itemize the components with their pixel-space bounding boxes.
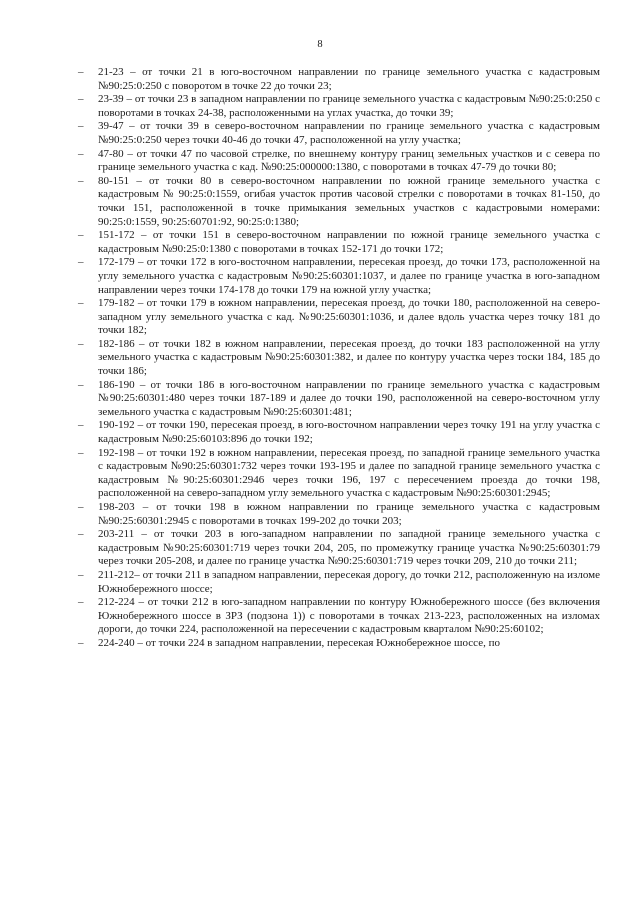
list-item-text: 190-192 – от точки 190, пересекая проезд, в юго-восточном направлении через точку 191 на углу участка с кадастровым №90:25:60103:896 до точки 192; bbox=[98, 419, 600, 446]
boundary-description-list bbox=[78, 66, 600, 651]
list-item-text: 182-186 – от точки 182 в южном направлении, пересекая проезд, до точки 183 расположенной на углу земельного участка с кадастровым №90:25:60301:382, и далее по контуру участка через тоски 184, 185 до точки 186; bbox=[98, 337, 600, 378]
list-item-text: 198-203 – от точки 198 в южном направлении по границе земельного участка с кадастровым №90:25:60301:2945 с поворотами в точках 199-202 до точки 203; bbox=[98, 501, 600, 527]
list-item bbox=[78, 501, 600, 528]
list-item bbox=[78, 229, 600, 256]
list-item-text: 172-179 – от точки 172 в юго-восточном направлении, пересекая проезд, до точки 173, расположенной на углу земельного участка с кадастровым №90:25:60301:1037, и далее по границе участка в юго-западном направлении через точки 174-178 до точки 179 на южной углу участка; bbox=[98, 256, 600, 296]
list-dash: – bbox=[78, 147, 84, 160]
list-item-text: 186-190 – от точки 186 в юго-восточном направлении по границе земельного участка с кадастровым №90:25:60301:480 через точки 187-189 и далее до точки 190, расположенной на северо-восточном углу земельного участка с кадастровым №90:25:60301:481; bbox=[98, 378, 600, 418]
list-item-text: 39-47 – от точки 39 в северо-восточном направлении по границе земельного участка с кадастровым №90:25:0:250 через точки 40-46 до точки 47, расположенной на углу участка; bbox=[98, 120, 600, 146]
list-item bbox=[78, 93, 600, 120]
list-item bbox=[78, 419, 600, 446]
list-item bbox=[78, 66, 600, 93]
list-item bbox=[78, 379, 600, 420]
list-item-text: 21-23 – от точки 21 в юго-восточном направлении по границе земельного участка с кадастровым №90:25:0:250 с поворотом в точке 22 до точки 23; bbox=[98, 66, 600, 92]
list-item bbox=[78, 120, 600, 147]
list-item-text: 47-80 – от точки 47 по часовой стрелке, по внешнему контуру границ земельных участков и с севера по границе земельного участка с кад. №90:25:000000:1380, с поворотами в точках 47-79 до точки 80; bbox=[98, 147, 600, 174]
list-item-text: 151-172 – от точки 151 в северо-восточном направлении по южной границе земельного участка с кадастровым №90:25:0:1380 с поворотами в точках 152-171 до точки 172; bbox=[98, 229, 600, 255]
list-item-text: 212-224 – от точки 212 в юго-западном направлении по контуру Южнобережного шоссе (без включения Южнобережного шоссе в ЗРЗ (подзона 1)) с поворотами в точках 213-223, расположенных на изломах дороги, до точки 224, расположенной на пересечении с кадастровым кварталом №90:25:60102; bbox=[98, 596, 600, 636]
list-item bbox=[78, 175, 600, 229]
list-item-text: 179-182 – от точки 179 в южном направлении, пересекая проезд, до точки 180, расположенной на северо-западном углу земельного участка с кад. №90:25:60301:1036, и далее вдоль участка через точку 181 до точки 182; bbox=[98, 297, 600, 337]
list-dash: – bbox=[78, 93, 84, 106]
list-item-text: 23-39 – от точки 23 в западном направлении по границе земельного участка с кадастровым №90:25:0:250 с поворотами в точках 24-38, расположенными на углах участка, до точки 39; bbox=[98, 93, 600, 119]
list-dash: – bbox=[78, 419, 84, 432]
list-dash: – bbox=[78, 337, 84, 350]
list-item bbox=[78, 569, 600, 596]
list-item-text: 192-198 – от точки 192 в южном направлении, пересекая проезд, по западной границе земельного участка с кадастровым №90:25:60301:732 через точки 193-195 и далее по западной границе земельного участка с кадастровым №90:25:60301:2946 через точки 196, 197 с пересечением проезда до точки 198, расположенной на северо-западном углу земельного участка с кадастровым №90:25:60301:2945; bbox=[98, 446, 600, 500]
list-item-text: 80-151 – от точки 80 в северо-восточном направлении по южной границе земельного участка с кадастровым № 90:25:0:1559, огибая участок против часовой стрелки с поворотами в точках 81-150, до точки 151, расположенной в точке примыкания земельных участков с кадастровыми номерами: 90:25:0:1559, 90:25:60701:92, 90:25:0:1380; bbox=[98, 174, 600, 228]
list-item bbox=[78, 256, 600, 297]
list-dash: – bbox=[78, 501, 84, 513]
list-item-text: 203-211 – от точки 203 в юго-западном направлении по западной границе земельного участка с кадастровым №90:25:60301:719 через точки 204, 205, по промежутку границе участка №90:25:60301:79 через точки 205-208, и далее по границе участка №90:25:60301:719 через точки 209, 210 до точки 211; bbox=[98, 528, 600, 568]
list-item bbox=[78, 528, 600, 569]
page-number: 8 bbox=[317, 39, 323, 50]
list-item-text: 224-240 – от точки 224 в западном направлении, пересекая Южнобережное шоссе, по bbox=[98, 636, 500, 649]
list-item bbox=[78, 338, 600, 379]
list-dash: – bbox=[78, 120, 84, 133]
list-item bbox=[78, 148, 600, 175]
list-dash: – bbox=[78, 636, 84, 649]
list-dash: – bbox=[78, 66, 84, 78]
list-dash: – bbox=[78, 174, 84, 187]
list-item bbox=[78, 447, 600, 501]
list-dash: – bbox=[78, 297, 84, 310]
list-dash: – bbox=[78, 568, 84, 581]
list-item bbox=[78, 596, 600, 637]
list-dash: – bbox=[78, 596, 84, 609]
list-dash: – bbox=[78, 229, 84, 242]
list-item bbox=[78, 637, 600, 651]
list-dash: – bbox=[78, 256, 84, 269]
list-dash: – bbox=[78, 528, 84, 541]
list-dash: – bbox=[78, 378, 84, 391]
list-dash: – bbox=[78, 446, 84, 459]
list-item-text: 211-212– от точки 211 в западном направлении, пересекая дорогу, до точки 212, расположенную на изломе Южнобережного шоссе; bbox=[98, 568, 600, 595]
list-item bbox=[78, 297, 600, 338]
